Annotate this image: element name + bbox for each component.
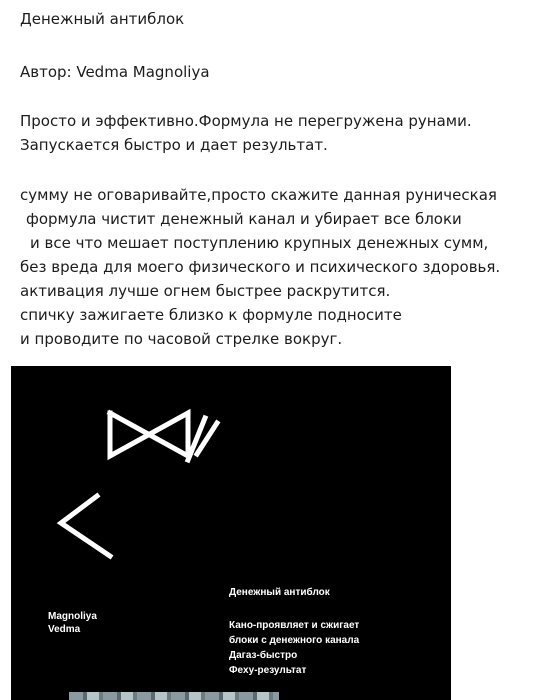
image-author-line: Vedma: [48, 624, 81, 635]
rune-formula-image: [11, 366, 451, 700]
intro-paragraph: [20, 109, 472, 157]
instructions-paragraph: [20, 183, 500, 351]
instruction-line: сумму не оговаривайте,просто скажите данная руническая: [20, 186, 497, 204]
image-rune-line: блоки с денежного канала: [229, 635, 360, 646]
image-rune-line: Кано-проявляет и сжигает: [229, 620, 360, 631]
instruction-line: и все что мешает поступлению крупных денежных сумм,: [30, 234, 489, 252]
intro-line: Просто и эффективно.Формула не перегружена рунами.: [20, 112, 472, 130]
instruction-line: без вреда для моего физического и психического здоровья.: [20, 258, 501, 276]
instruction-line: активация лучше огнем быстрее раскрутится.: [20, 282, 391, 300]
document-title: Денежный антиблок: [20, 10, 185, 28]
image-bottom-strip: [69, 692, 279, 700]
image-rune-descriptions: [229, 618, 359, 678]
intro-line: Запускается быстро и дает результат.: [20, 136, 328, 154]
instruction-line: и проводите по часовой стрелке вокруг.: [20, 330, 343, 348]
image-title: Денежный антиблок: [229, 587, 330, 598]
instruction-line: формула чистит денежный канал и убирает все блоки: [26, 210, 462, 228]
image-author-line: Magnoliya: [48, 611, 97, 622]
kano-rune-icon: [61, 496, 110, 556]
document-author: Автор: Vedma Magnoliya: [20, 63, 210, 81]
instruction-line: спичку зажигаете близко к формуле подносите: [20, 306, 402, 324]
image-rune-line: Феху-результат: [229, 665, 307, 676]
image-author-label: [48, 610, 97, 636]
image-rune-line: Дагаз-быстро: [229, 650, 298, 661]
dagaz-rune-icon: [110, 413, 188, 456]
rune-formula-icon: [11, 366, 451, 596]
